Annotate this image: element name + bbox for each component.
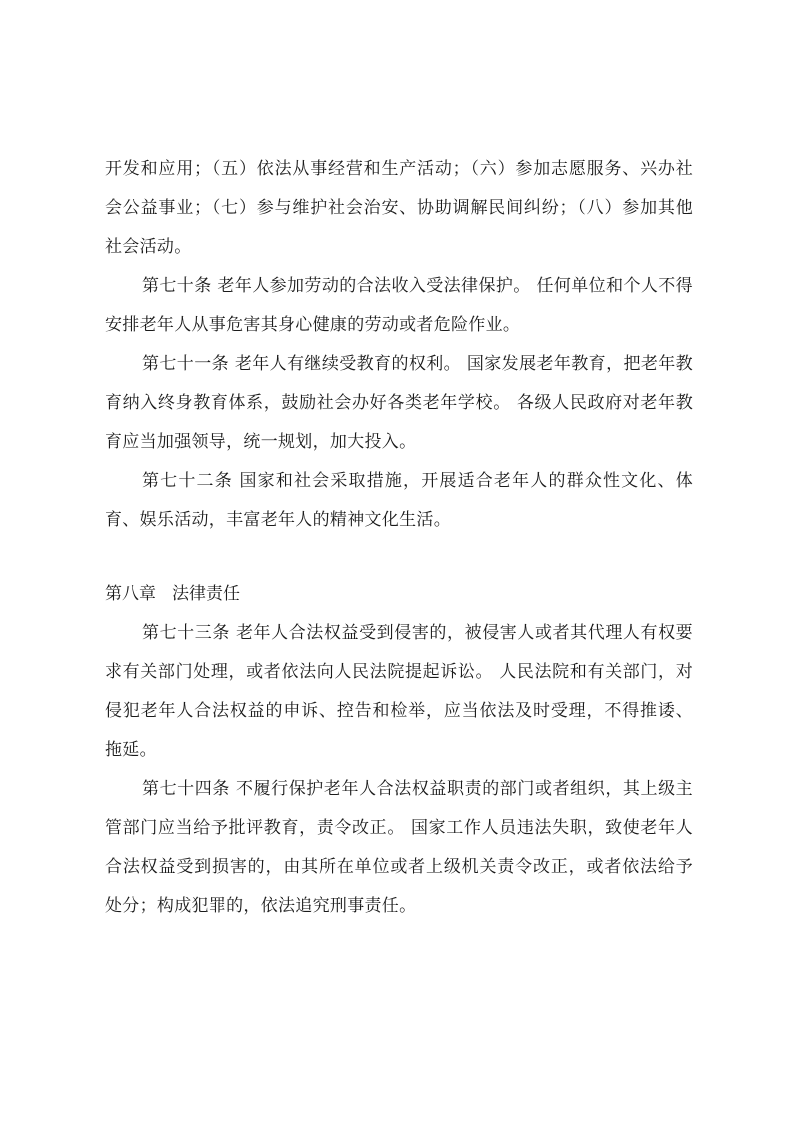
paragraph-continuation: 开发和应用；（五）依法从事经营和生产活动；（六）参加志愿服务、兴办社会公益事业；（七）参与维护社会治安、协助调解民间纠纷；（八）参加其他社会活动。 <box>105 159 693 257</box>
paragraph-article-74: 第七十四条 不履行保护老年人合法权益职责的部门或者组织，其上级主管部门应当给予批评教育，责令改正。 国家工作人员违法失职，致使老年人合法权益受到损害的，由其所在单位或者上级机关责令改正，或者依法给予处分；构成犯罪的，依法追究刑事责任。 <box>105 779 693 916</box>
chapter-number: 第八章 <box>105 584 156 604</box>
document-body <box>105 150 693 926</box>
chapter-heading <box>105 575 693 614</box>
paragraph-article-70: 第七十条 老年人参加劳动的合法收入受法律保护。 任何单位和个人不得安排老年人从事危害其身心健康的劳动或者危险作业。 <box>105 276 693 335</box>
paragraph-article-71: 第七十一条 老年人有继续受教育的权利。 国家发展老年教育，把老年教育纳入终身教育体系，鼓励社会办好各类老年学校。 各级人民政府对老年教育应当加强领导，统一规划，加大投入。 <box>105 354 693 452</box>
paragraph-article-73: 第七十三条 老年人合法权益受到侵害的，被侵害人或者其代理人有权要求有关部门处理，或者依法向人民法院提起诉讼。 人民法院和有关部门，对侵犯老年人合法权益的申诉、控告和检举，应当依法及时受理，不得推诿、拖延。 <box>105 623 693 760</box>
paragraph-article-72: 第七十二条 国家和社会采取措施，开展适合老年人的群众性文化、体育、娱乐活动，丰富老年人的精神文化生活。 <box>105 471 693 530</box>
chapter-title: 法律责任 <box>172 584 240 604</box>
